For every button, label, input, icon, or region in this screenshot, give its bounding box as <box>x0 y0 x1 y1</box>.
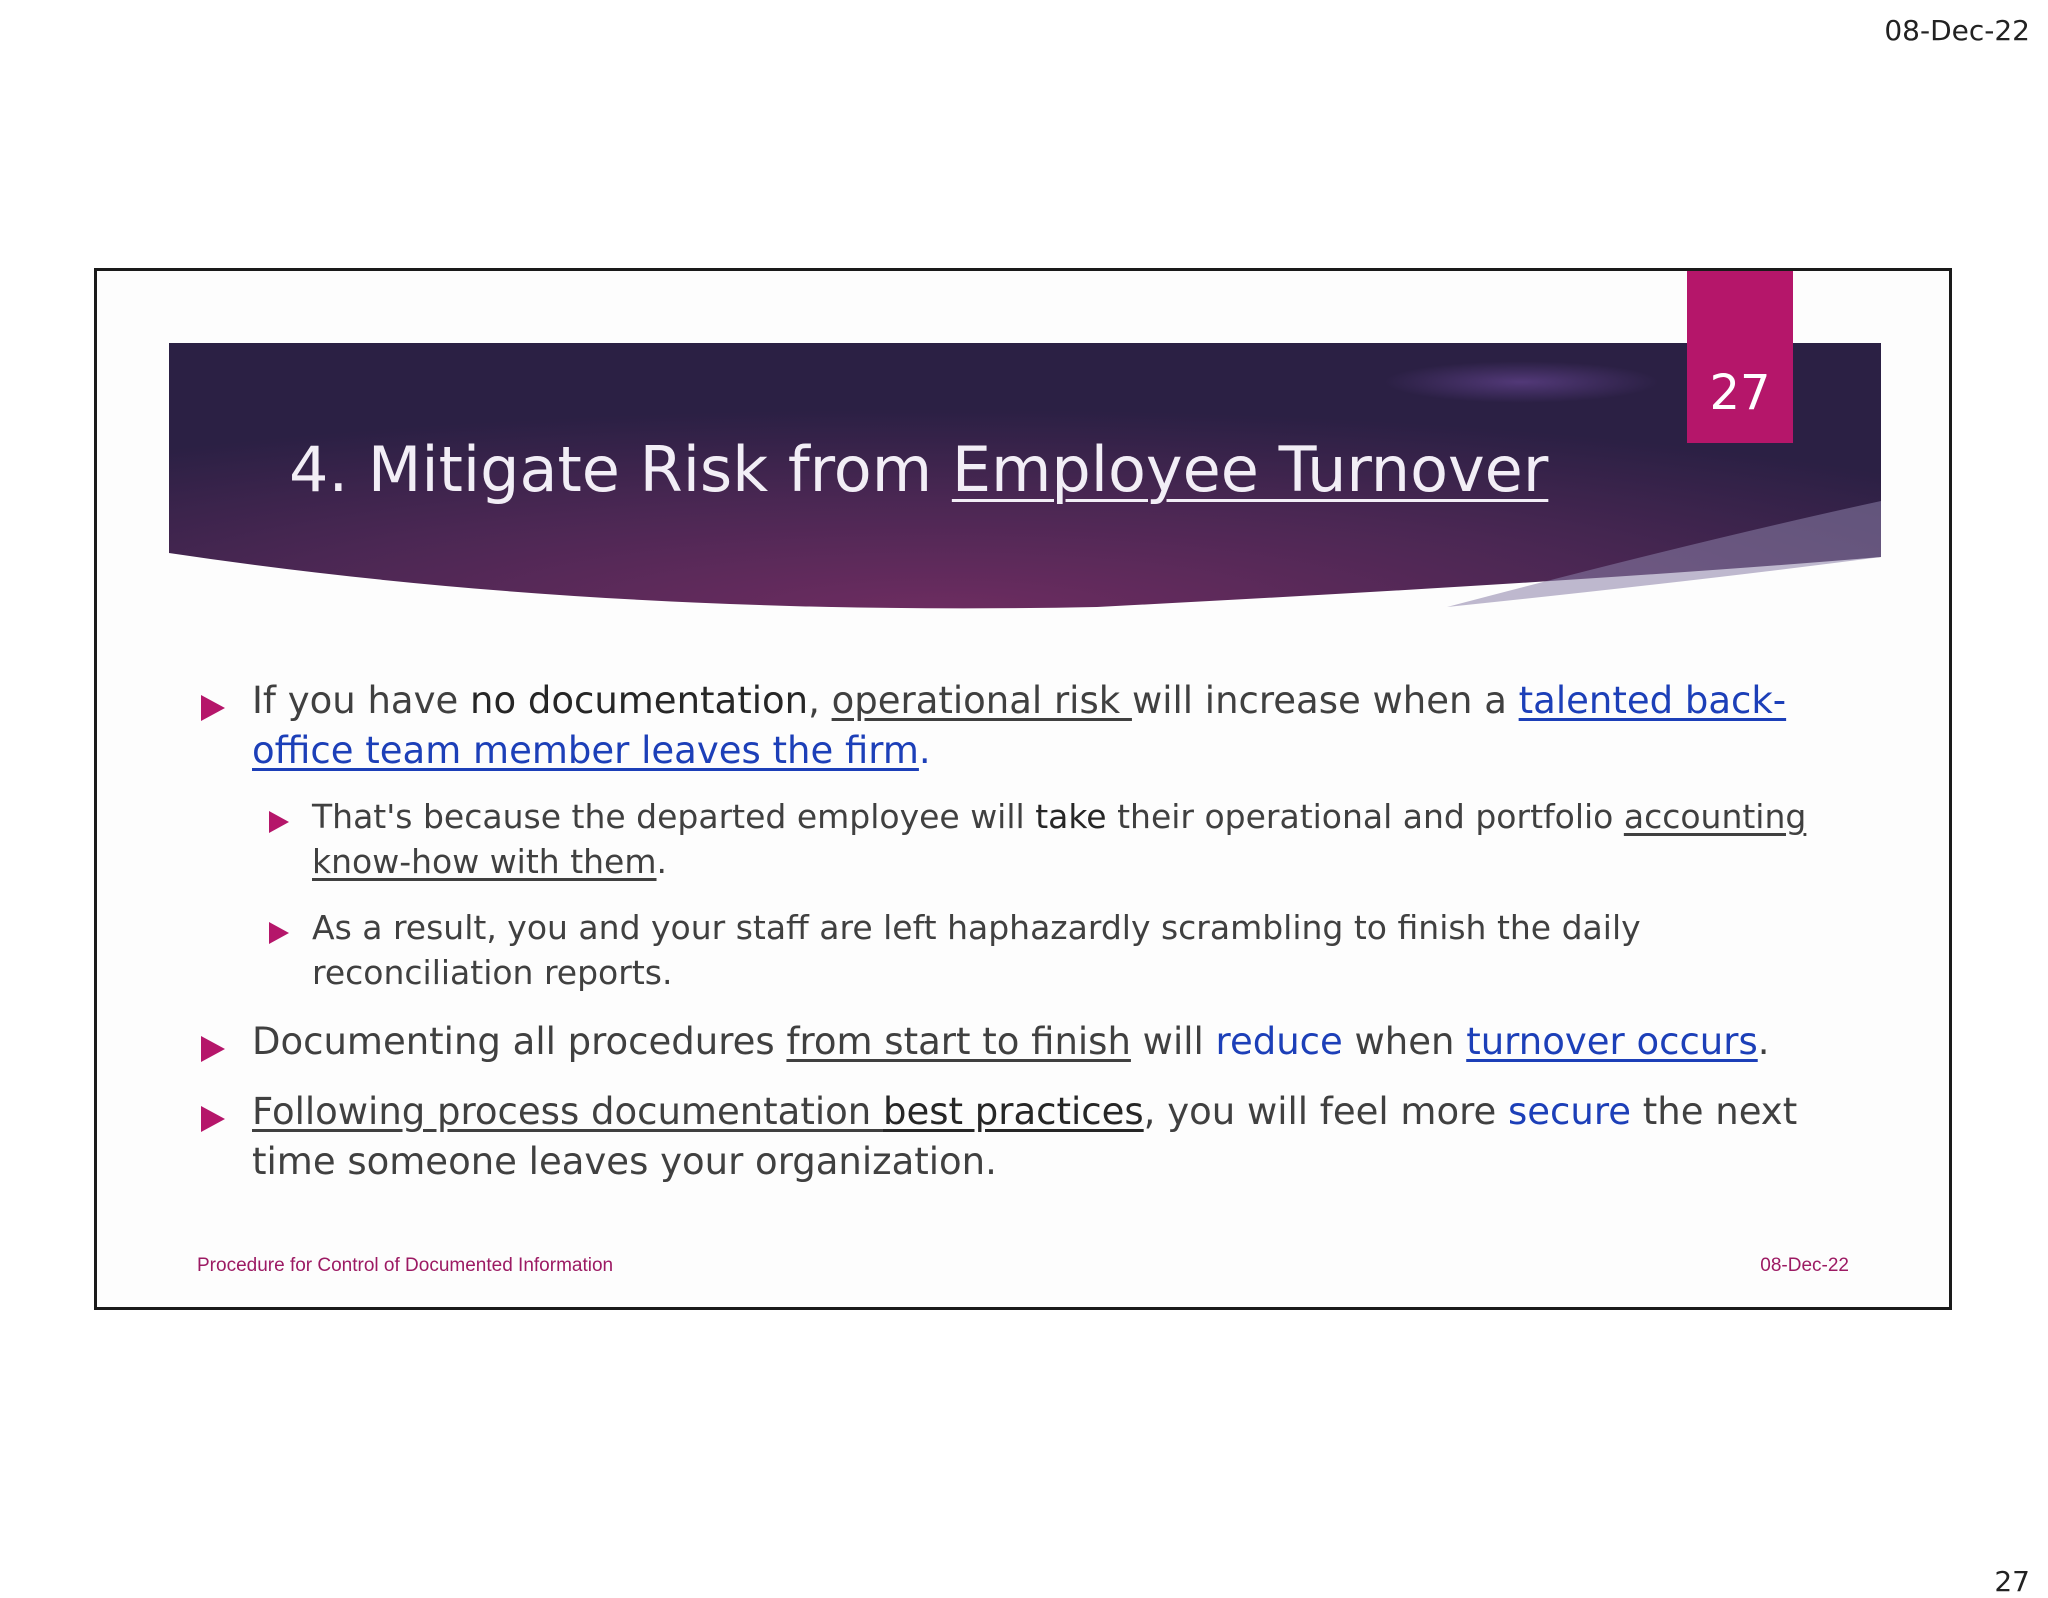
text-segment: . <box>918 729 931 772</box>
bullet-item-1 <box>252 676 1812 776</box>
talented-team-member-link[interactable]: talented back-office team member leaves the firm <box>252 679 1787 772</box>
text-segment: operational risk <box>831 679 1132 722</box>
bullet-arrow-icon <box>201 1036 225 1062</box>
text-segment: will increase when a <box>1131 679 1519 722</box>
text-segment: secure <box>1508 1090 1631 1133</box>
footer-date: 08-Dec-22 <box>1760 1255 1849 1276</box>
page-header-date: 08-Dec-22 <box>1884 14 2030 47</box>
slide-title-underlined: Employee Turnover <box>951 433 1549 506</box>
text-segment: If you have <box>252 679 470 722</box>
text-segment: . <box>1757 1020 1770 1063</box>
sub-bullet-arrow-icon <box>269 922 289 944</box>
slide <box>94 268 1952 1310</box>
text-segment: As a result, you and your staff are left haphazardly scrambling to finish the daily reconciliation reports. <box>312 908 1641 992</box>
text-segment: take <box>1035 797 1107 836</box>
turnover-occurs-link[interactable]: turnover occurs <box>1466 1020 1758 1063</box>
text-segment: Following process documentation <box>252 1090 883 1133</box>
text-segment: . <box>656 842 668 881</box>
text-segment: from start to finish <box>786 1020 1131 1063</box>
slide-title <box>289 433 1548 506</box>
text-segment: best practices <box>882 1090 1144 1133</box>
text-segment: , <box>808 679 832 722</box>
text-segment: when <box>1342 1020 1467 1063</box>
text-segment: accounting know-how with them <box>312 797 1807 881</box>
slide-number-badge: 27 <box>1687 271 1793 443</box>
bullet-item-3 <box>252 1087 1812 1187</box>
page-number: 27 <box>1994 1565 2030 1598</box>
slide-title-prefix: 4. Mitigate Risk from <box>289 433 952 506</box>
sub-bullet-item-2 <box>312 905 1812 995</box>
text-segment: no documentation <box>470 679 809 722</box>
sub-bullet-item-1 <box>312 794 1812 884</box>
text-segment: will <box>1130 1020 1216 1063</box>
text-segment: Documenting all procedures <box>252 1020 787 1063</box>
text-segment: reduce <box>1215 1020 1343 1063</box>
footer-document-title: Procedure for Control of Documented Information <box>197 1255 614 1276</box>
bullet-arrow-icon <box>201 695 225 721</box>
text-segment: , you will feel more <box>1143 1090 1508 1133</box>
sub-bullet-arrow-icon <box>269 811 289 833</box>
bullet-item-2 <box>252 1017 1812 1067</box>
bullet-arrow-icon <box>201 1106 225 1132</box>
text-segment: their operational and portfolio <box>1106 797 1624 836</box>
text-segment: That's because the departed employee will <box>312 797 1036 836</box>
text-segment: the next time someone leaves your organization. <box>252 1090 1798 1183</box>
